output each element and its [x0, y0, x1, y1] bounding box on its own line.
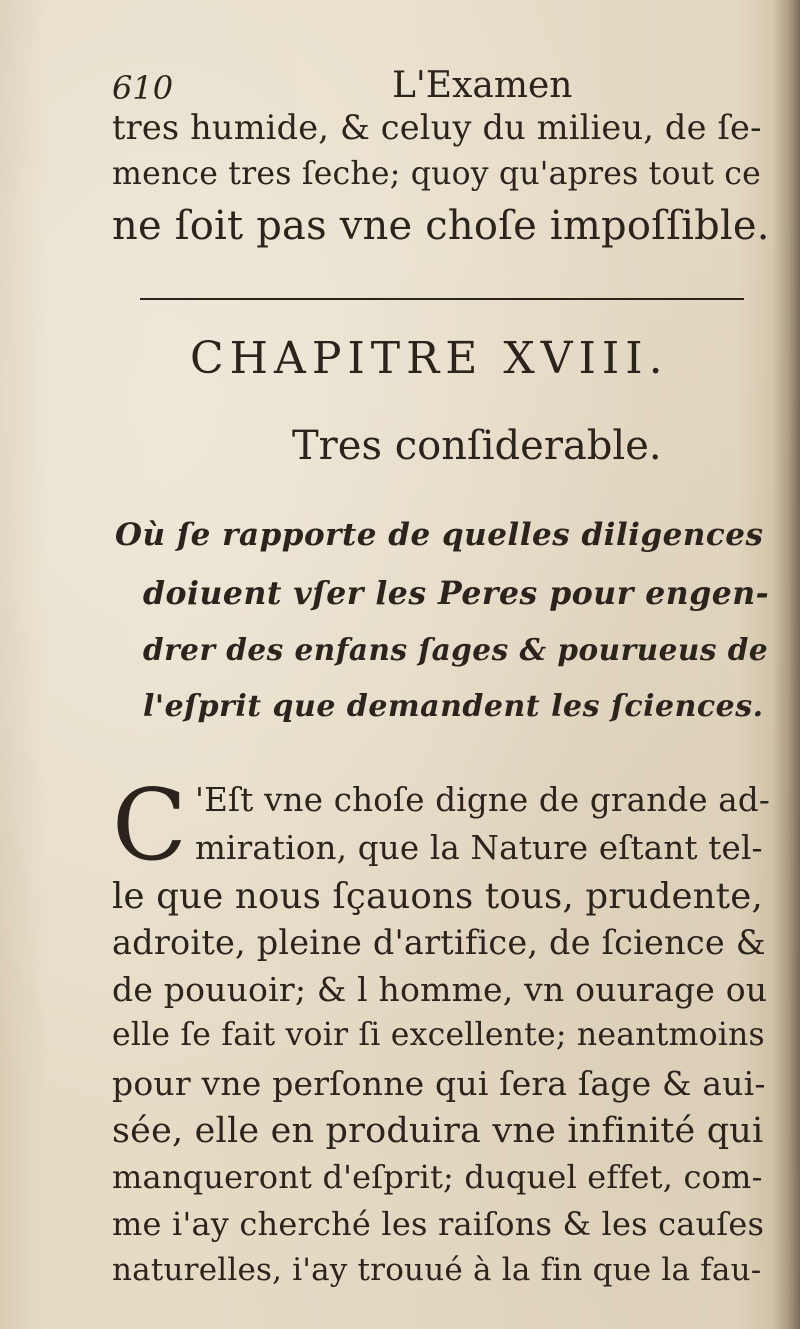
body-line-11: naturelles, i'ay trouué à la fin que la fau- — [112, 1252, 762, 1288]
body-line-8: sée, elle en produira vne infinité qui — [112, 1111, 764, 1151]
summary-line-4: l'eſprit que demandent les ſciences. — [143, 689, 764, 724]
drop-cap: C — [112, 769, 187, 883]
summary-line-3: drer des enfans ſages & pourueus de — [143, 632, 769, 667]
intro-line-3: ne ſoit pas vne choſe impoſſible. — [112, 203, 770, 249]
body-line-4: adroite, pleine d'artifice, de ſcience & — [112, 923, 766, 962]
chapter-divider-rule — [140, 298, 744, 300]
chapter-subtitle: Tres conſiderable. — [292, 423, 662, 469]
intro-line-2: mence tres ſeche; quoy qu'apres tout ce — [112, 156, 761, 192]
body-line-2: miration, que la Nature eſtant tel- — [195, 829, 763, 867]
page-number: 610 — [112, 69, 174, 107]
intro-line-1: tres humide, & celuy du milieu, de ſe- — [112, 108, 762, 147]
page-gutter-shadow — [772, 0, 800, 1329]
body-line-1: 'Eſt vne choſe digne de grande ad- — [195, 781, 771, 819]
body-line-6: elle ſe fait voir ſi excellente; neantmoins — [112, 1017, 765, 1053]
body-line-7: pour vne perſonne qui ſera ſage & aui- — [112, 1064, 766, 1103]
summary-line-1: Où ſe rapporte de quelles diligences — [115, 517, 764, 553]
chapter-title: CHAPITRE XVIII. — [190, 333, 669, 384]
body-line-9: manqueront d'eſprit; duquel effet, com- — [112, 1158, 763, 1196]
body-line-10: me i'ay cherché les raiſons & les cauſes — [112, 1205, 765, 1243]
summary-line-2: doiuent vſer les Peres pour engen- — [143, 575, 770, 612]
running-title: L'Examen — [392, 65, 573, 106]
body-line-5: de pouuoir; & l homme, vn ouurage ou — [112, 970, 768, 1009]
body-line-3: le que nous ſçauons tous, prudente, — [112, 876, 763, 917]
